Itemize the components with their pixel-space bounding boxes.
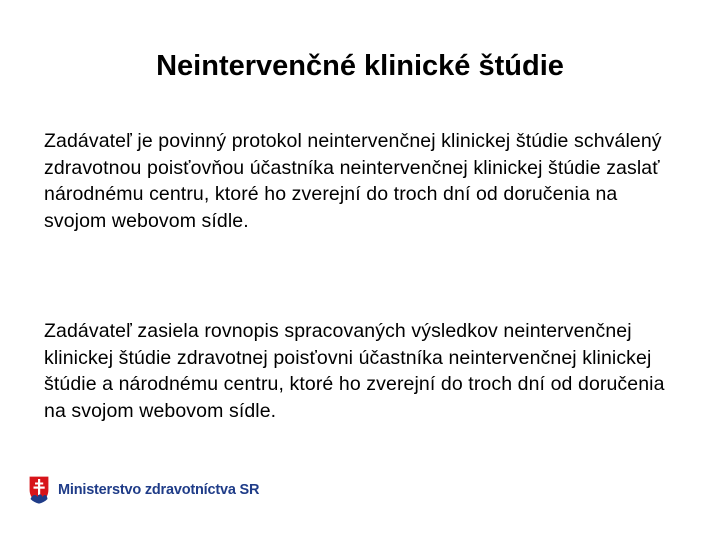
slovak-coat-of-arms-icon xyxy=(28,475,50,505)
slide-title: Neintervenčné klinické štúdie xyxy=(156,50,564,82)
paragraph-results: Zadávateľ zasiela rovnopis spracovaných výsledkov neintervenčnej klinickej štúdie zdravotnej poisťovni účastníka neintervenčnej klinickej štúdie a národnému centru, ktoré ho zverejní do troch dní od doručenia na svojom webovom sídle. xyxy=(44,320,665,422)
ministry-logo xyxy=(28,473,259,507)
paragraph-protocol: Zadávateľ je povinný protokol neintervenčnej klinickej štúdie schválený zdravotnou poisťovňou účastníka neintervenčnej klinickej štúdie zaslať národnému centru, ktoré ho zverejní do troch dní od doručenia na svojom webovom sídle. xyxy=(44,130,662,232)
ministry-name: Ministerstvo zdravotníctva SR xyxy=(58,482,260,498)
